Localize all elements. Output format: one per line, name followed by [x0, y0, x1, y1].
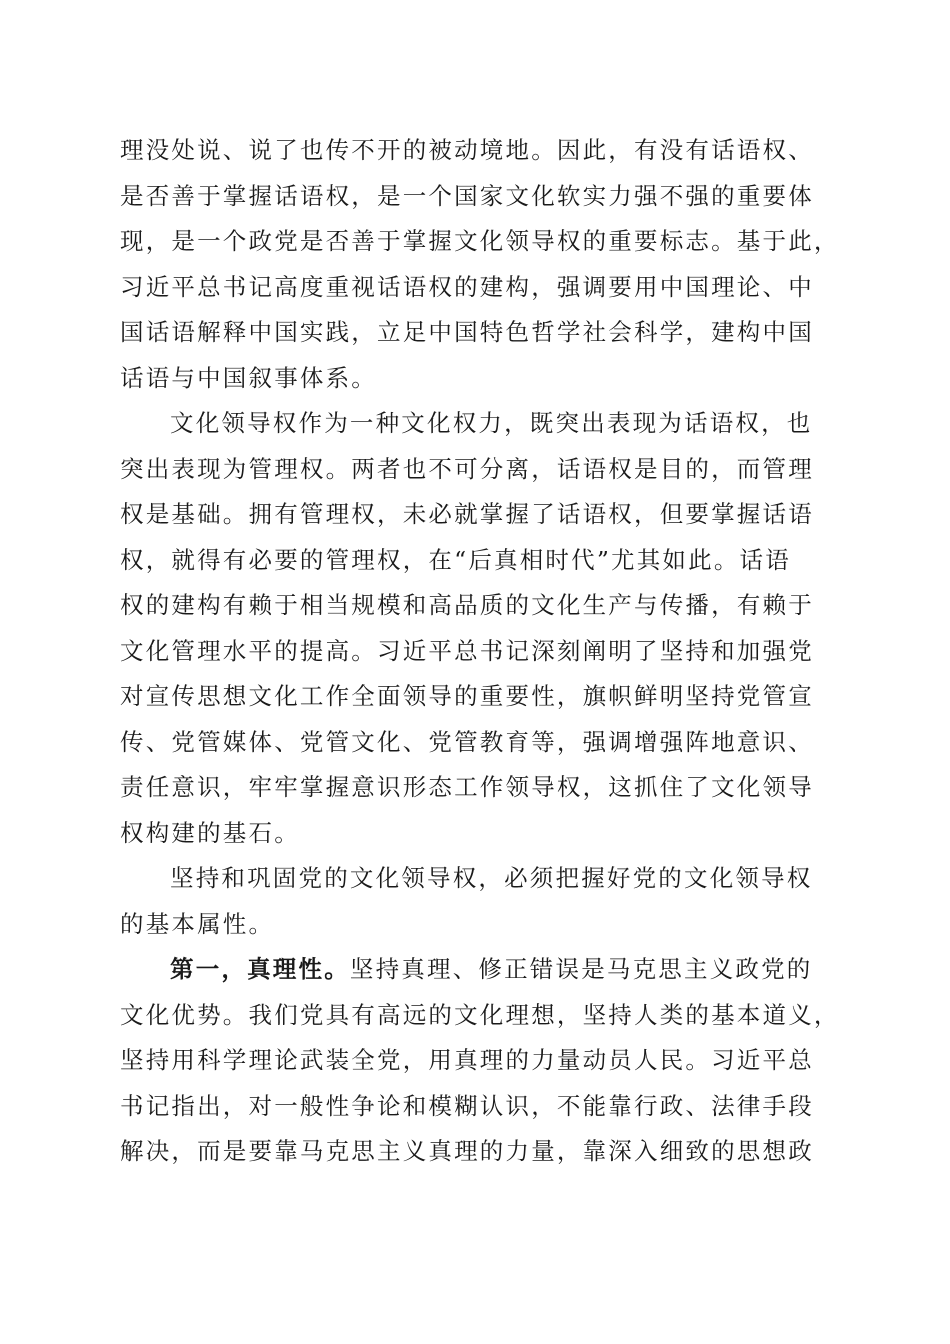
text-line: 现，是一个政党是否善于掌握文化领导权的重要标志。基于此，	[120, 227, 840, 255]
paragraph-start-line: 坚持和巩固党的文化领导权，必须把握好党的文化领导权	[170, 864, 813, 892]
text-line: 坚持用科学理论武装全党，用真理的力量动员人民。习近平总	[120, 1046, 814, 1074]
section-heading-line	[120, 947, 832, 993]
section-heading-rest: 坚持真理、修正错误是马克思主义政党的	[349, 955, 813, 983]
text-line: 的基本属性。	[120, 909, 275, 938]
text-line: 理没处说、说了也传不开的被动境地。因此，有没有话语权、	[120, 136, 814, 164]
text-line: 责任意识，牢牢掌握意识形态工作领导权，这抓住了文化领导	[120, 773, 814, 801]
text-line: 权构建的基石。	[120, 818, 300, 847]
text-line: 权，就得有必要的管理权，在“后真相时代”尤其如此。话语	[120, 545, 791, 574]
text-line: 文化管理水平的提高。习近平总书记深刻阐明了坚持和加强党	[120, 636, 814, 665]
text-line: 习近平总书记高度重视话语权的建构，强调要用中国理论、中	[120, 272, 814, 301]
paragraph-start-line: 文化领导权作为一种文化权力，既突出表现为话语权，也	[170, 409, 813, 437]
text-line: 话语与中国叙事体系。	[120, 363, 377, 392]
text-line: 传、党管媒体、党管文化、党管教育等，强调增强阵地意识、	[120, 727, 814, 756]
body-text	[120, 128, 840, 1175]
text-line: 突出表现为管理权。两者也不可分离，话语权是目的，而管理	[120, 454, 814, 483]
text-line: 是否善于掌握话语权，是一个国家文化软实力强不强的重要体	[120, 181, 814, 210]
text-line: 权的建构有赖于相当规模和高品质的文化生产与传播，有赖于	[120, 591, 814, 619]
text-line: 对宣传思想文化工作全面领导的重要性，旗帜鲜明坚持党管宣	[120, 682, 814, 710]
text-line: 国话语解释中国实践，立足中国特色哲学社会科学，建构中国	[120, 318, 814, 346]
text-line: 权是基础。拥有管理权，未必就掌握了话语权，但要掌握话语	[120, 500, 814, 528]
text-line: 文化优势。我们党具有高远的文化理想，坚持人类的基本道义，	[120, 1000, 840, 1029]
section-heading: 第一，真理性。	[170, 955, 350, 983]
text-line: 解决，而是要靠马克思主义真理的力量，靠深入细致的思想政	[120, 1137, 814, 1165]
text-line: 书记指出，对一般性争论和模糊认识，不能靠行政、法律手段	[120, 1091, 814, 1120]
